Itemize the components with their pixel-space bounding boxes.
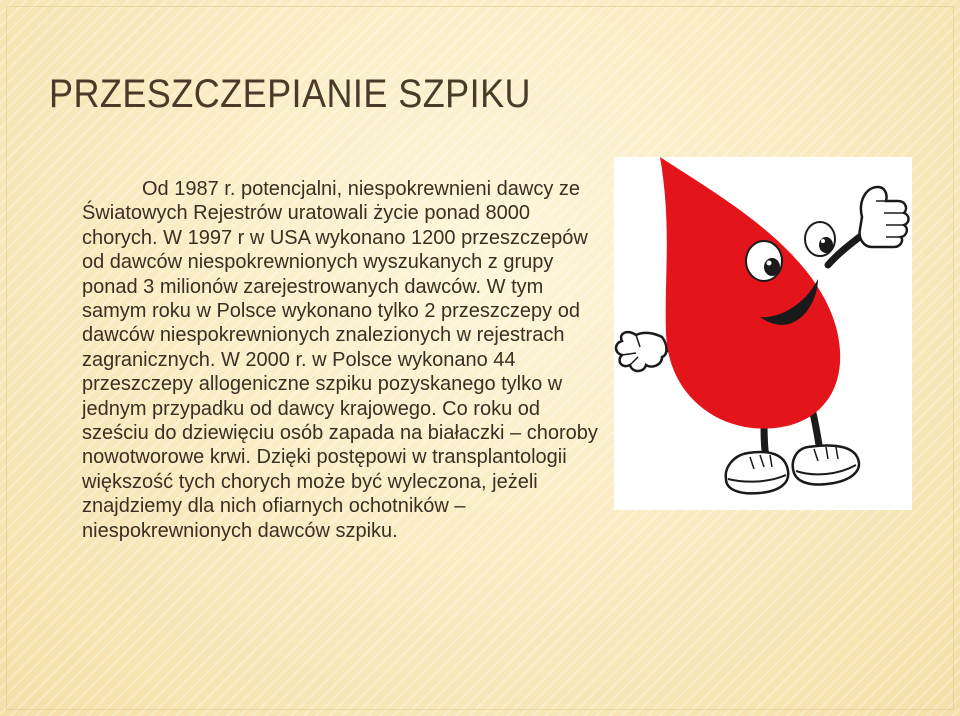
blood-drop-illustration (614, 157, 912, 510)
thumbs-up-glove-icon (860, 187, 909, 247)
left-sneaker-icon (726, 452, 789, 493)
right-sneaker-icon (793, 446, 859, 485)
open-hand-glove-icon (616, 332, 667, 371)
slide-title: PRZESZCZEPIANIE SZPIKU (49, 72, 531, 116)
slide-body-text: Od 1987 r. potencjalni, niespokrewnieni dawcy ze Światowych Rejestrów uratowali życie ponad 8000 chorych. W 1997 r w USA wykonano 1200 przeszczepów od dawców niespokrewnionych wyszukanych z grupy ponad 3 milionów zarejestrowanych dawców. W tym samym roku w Polsce wykonano tylko 2 przeszczepy od dawców niespokrewnionych znalezionych w rejestrach zagranicznych. W 2000 r. w Polsce wykonano 44 przeszczepy allogeniczne szpiku pozyskanego tylko w jednym przypadku od dawcy krajowego. Co roku od sześciu do dziewięciu osób zapada na białaczki – choroby nowotworowe krwi. Dzięki postępowi w transplantologii większość tych chorych może być wyleczona, jeżeli znajdziemy dla nich ofiarnych ochotników – niespokrewnionych dawców szpiku. (82, 178, 598, 542)
